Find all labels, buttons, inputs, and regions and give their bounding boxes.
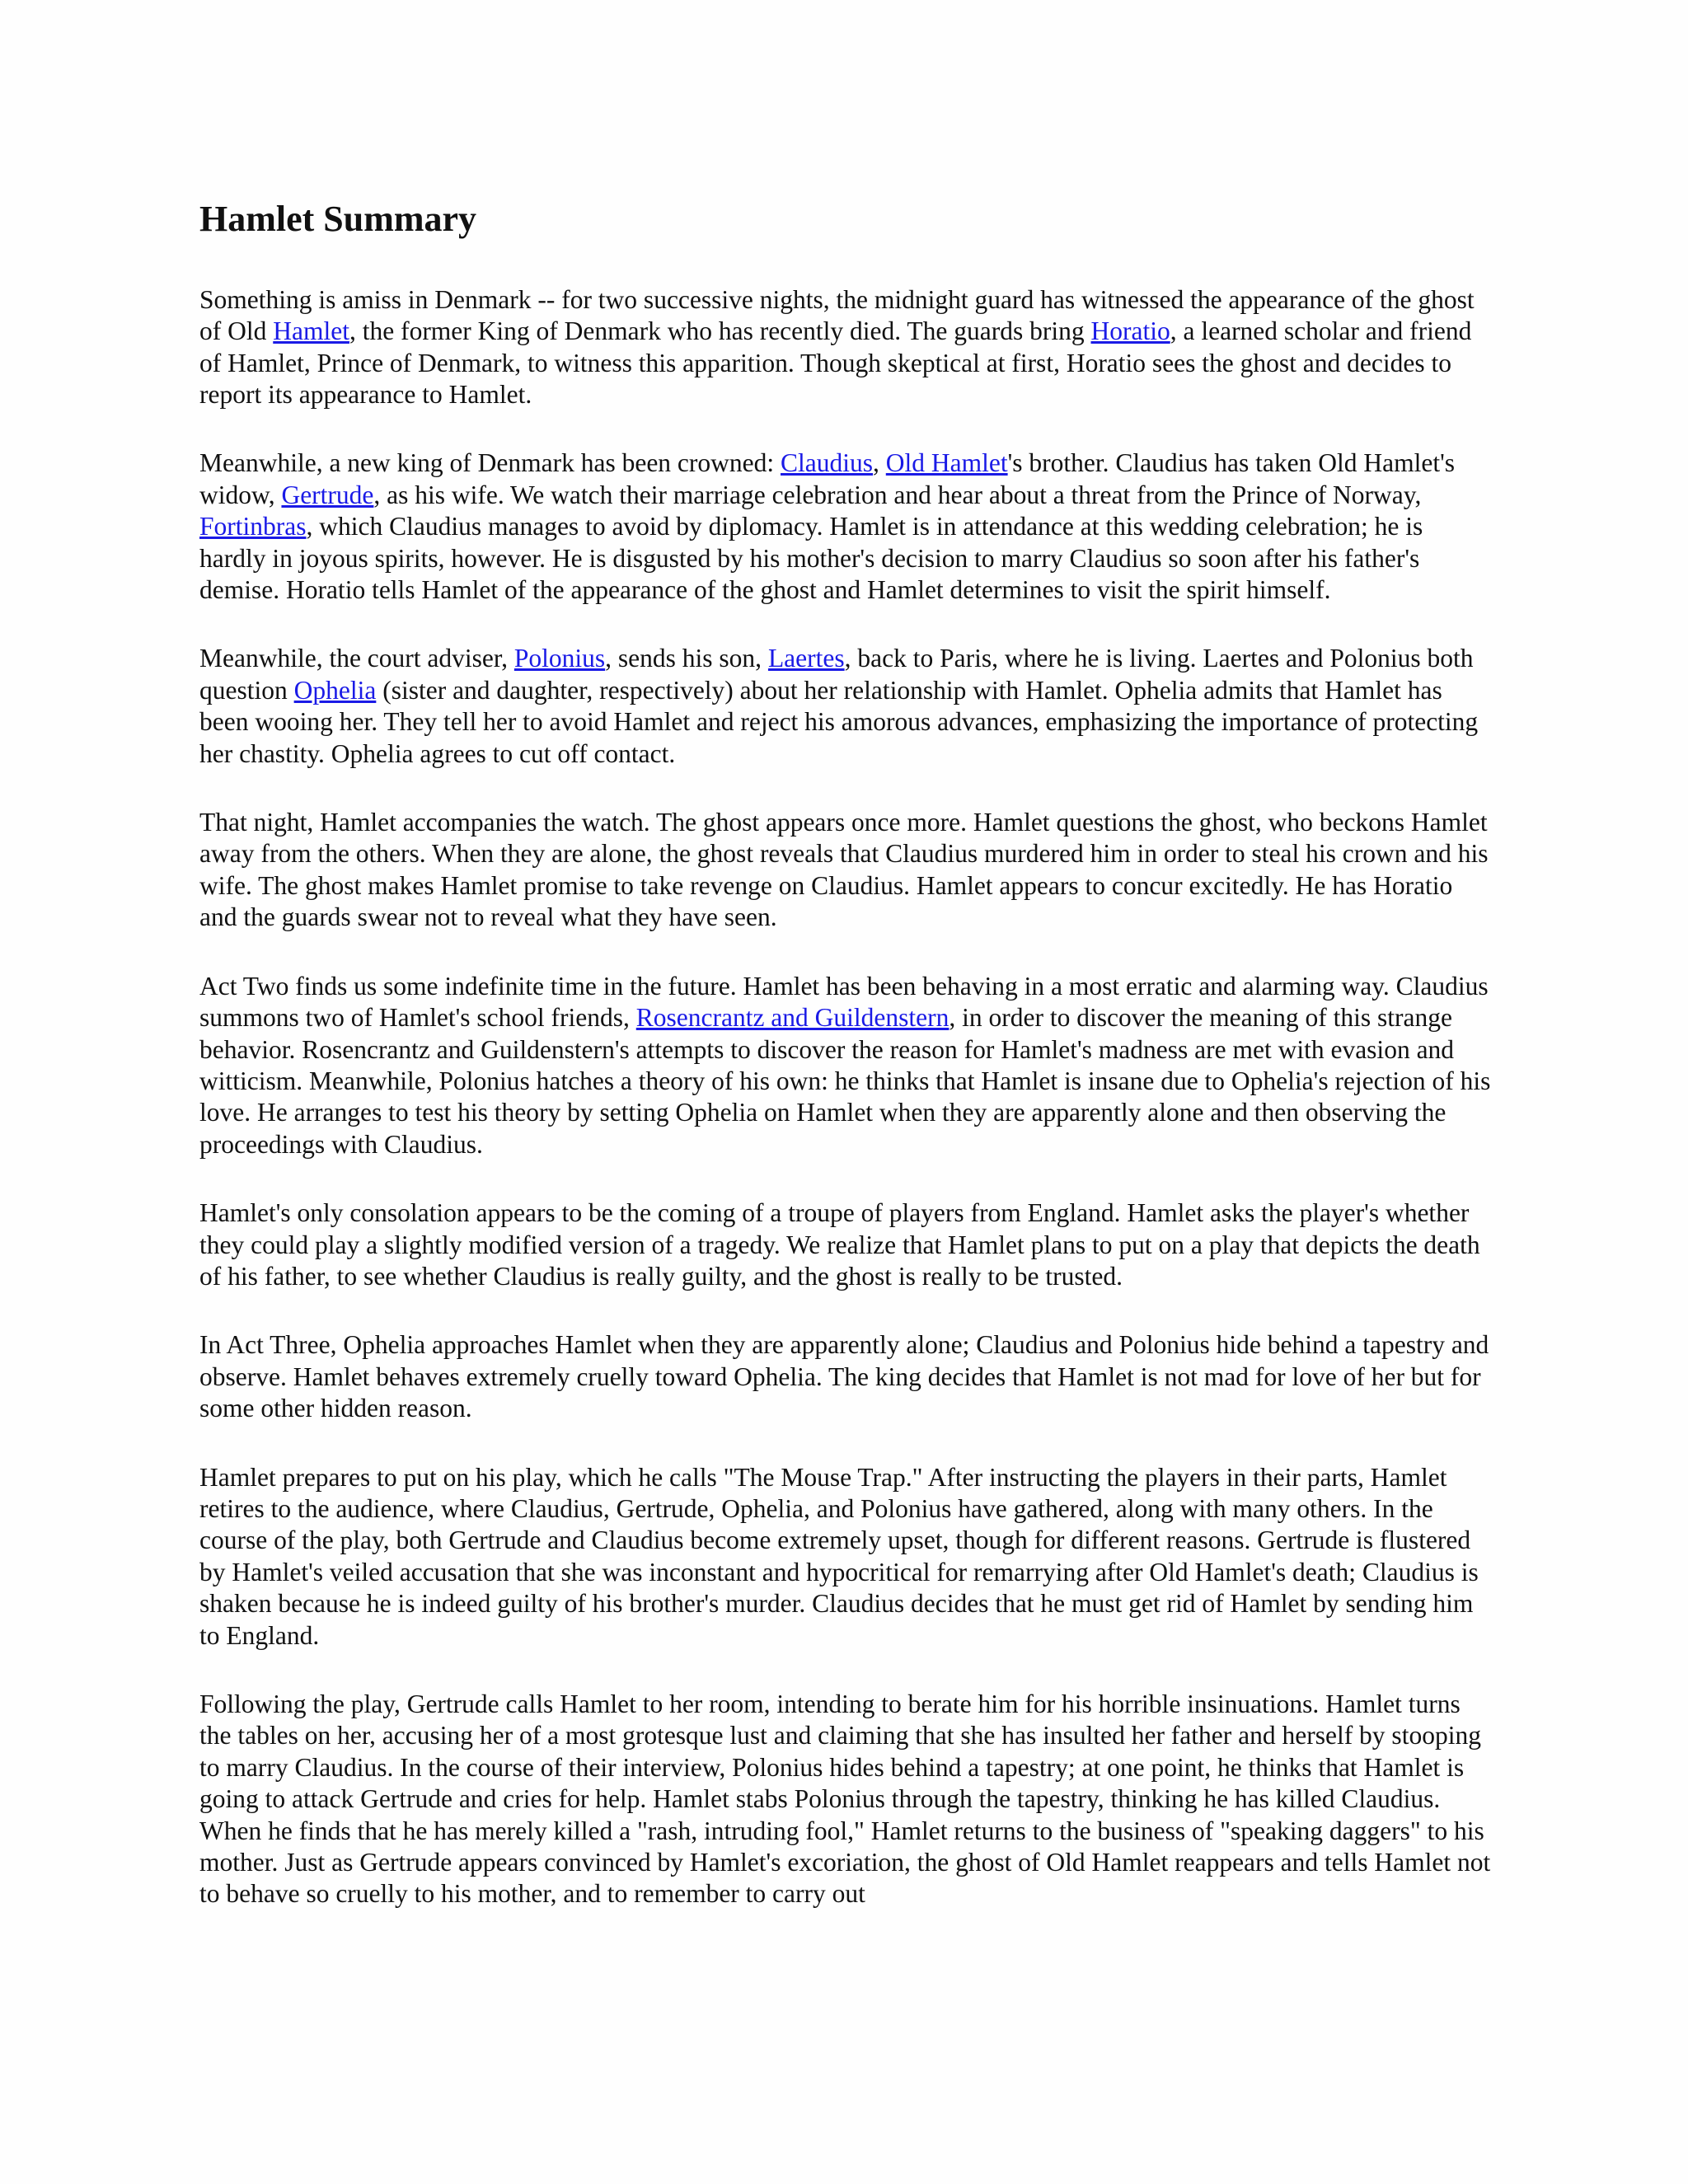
text-run: , in order to discover the meaning of this strange behavior. Rosencrantz and Guildenstern's attempts to discover the reason for Hamlet's madness are met with evasion and witticism. Meanwhile, Polonius hatches a theory of his own: he thinks that Hamlet is insane due to Ophelia's rejection of his love. He arranges to test his theory by setting Ophelia on Hamlet when they are apparently alone and then observing the proceedings with Claudius. [199, 1003, 1491, 1159]
paragraph-act-two [199, 971, 1492, 1160]
text-run: Something is amiss in Denmark -- for two successive nights, the midnight guard has witnessed the appearance of the ghost of Old [199, 284, 1475, 346]
text-run: Following the play, Gertrude calls Hamlet to her room, intending to berate him for his horrible insinuations. Hamlet turns the tables on her, accusing her of a most grotesque lust and claiming that she has insulted her father and herself by stooping to marry Claudius. In the course of their interview, Polonius hides behind a tapestry; at one point, he thinks that Hamlet is going to attack Gertrude and cries for help. Hamlet stabs Polonius through the tapestry, thinking he has killed Claudius. When he finds that he has merely killed a "rash, intruding fool," Hamlet returns to the business of "speaking daggers" to his mother. Just as Gertrude appears convinced by Hamlet's excoriation, the ghost of Old Hamlet reappears and tells Hamlet not to behave so cruelly to his mother, and to remember to carry out [199, 1690, 1491, 1909]
paragraph-act-three [199, 1329, 1492, 1424]
link-fortinbras[interactable]: Fortinbras [199, 512, 307, 541]
link-claudius[interactable]: Claudius [781, 448, 874, 478]
text-run: (sister and daughter, respectively) about her relationship with Hamlet. Ophelia admits that Hamlet has been wooing her. They tell her to avoid Hamlet and reject his amorous advances, emphasizing the importance of protecting her chastity. Ophelia agrees to cut off contact. [199, 675, 1479, 768]
text-run: Hamlet's only consolation appears to be the coming of a troupe of players from England. Hamlet asks the player's whether they could play a slightly modified version of a tragedy. We realize that Hamlet plans to put on a play that depicts the death of his father, to see whether Claudius is really guilty, and the ghost is really to be trusted. [199, 1198, 1480, 1291]
link-laertes[interactable]: Laertes [767, 644, 845, 673]
paragraph-gertrude-room [199, 1689, 1492, 1910]
link-horatio[interactable]: Horatio [1090, 316, 1170, 346]
text-run: , back to Paris, where he is living. Laertes and Polonius both question [199, 644, 1474, 705]
text-run: Hamlet prepares to put on his play, which he calls "The Mouse Trap." After instructing the players in their parts, Hamlet retires to the audience, where Claudius, Gertrude, Ophelia, and Polonius have gathered, along with many others. In the course of the play, both Gertrude and Claudius become extremely upset, though for different reasons. Gertrude is flustered by Hamlet's veiled accusation that she was inconstant and hypocritical for remarrying after Old Hamlet's death; Claudius is shaken because he is indeed guilty of his brother's murder. Claudius decides that he must get rid of Hamlet by sending him to England. [199, 1462, 1479, 1650]
page-title: Hamlet Summary [199, 199, 477, 239]
link-rosencrantz-and-guildenstern[interactable]: Rosencrantz and Guildenstern [635, 1003, 950, 1033]
text-run: 's brother. Claudius has taken Old Hamlet's widow, [199, 448, 1456, 509]
text-run: Meanwhile, a new king of Denmark has been crowned: [199, 448, 781, 478]
paragraph-ghost-appearance [199, 284, 1492, 411]
link-hamlet[interactable]: Hamlet [273, 316, 349, 346]
text-run: , as his wife. We watch their marriage celebration and hear about a threat from the Prince of Norway, [373, 480, 1422, 509]
text-run: , a learned scholar and friend of Hamlet, Prince of Denmark, to witness this apparition. Though skeptical at first, Horatio sees the ghost and decides to report its appearance to Hamlet. [199, 316, 1472, 410]
text-run: , the former King of Denmark who has recently died. The guards bring [349, 316, 1091, 346]
paragraph-ghost-reveals [199, 807, 1492, 934]
link-old-hamlet[interactable]: Old Hamlet [885, 448, 1008, 478]
paragraph-polonius-laertes [199, 643, 1492, 770]
paragraph-mouse-trap [199, 1462, 1492, 1652]
text-run: , sends his son, [605, 644, 768, 673]
text-run: In Act Three, Ophelia approaches Hamlet when they are apparently alone; Claudius and Polonius hide behind a tapestry and observe. Hamlet behaves extremely cruelly toward Ophelia. The king decides that Hamlet is not mad for love of her but for some other hidden reason. [199, 1330, 1489, 1423]
link-ophelia[interactable]: Ophelia [293, 675, 377, 705]
paragraph-players [199, 1197, 1492, 1292]
link-gertrude[interactable]: Gertrude [281, 480, 374, 509]
text-run: Meanwhile, the court adviser, [199, 644, 514, 673]
text-run: Act Two finds us some indefinite time in the future. Hamlet has been behaving in a most erratic and alarming way. Claudius summons two of Hamlet's school friends, [199, 971, 1489, 1033]
paragraph-new-king [199, 448, 1492, 606]
text-run: , [873, 448, 886, 478]
link-polonius[interactable]: Polonius [513, 644, 606, 673]
text-run: , which Claudius manages to avoid by diplomacy. Hamlet is in attendance at this wedding celebration; he is hardly in joyous spirits, however. He is disgusted by his mother's decision to marry Claudius so soon after his father's demise. Horatio tells Hamlet of the appearance of the ghost and Hamlet determines to visit the spirit himself. [199, 512, 1423, 605]
text-run: That night, Hamlet accompanies the watch. The ghost appears once more. Hamlet questions the ghost, who beckons Hamlet away from the others. When they are alone, the ghost reveals that Claudius murdered him in order to steal his crown and his wife. The ghost makes Hamlet promise to take revenge on Claudius. Hamlet appears to concur excitedly. He has Horatio and the guards swear not to reveal what they have seen. [199, 808, 1489, 932]
document-page [199, 198, 1492, 1947]
